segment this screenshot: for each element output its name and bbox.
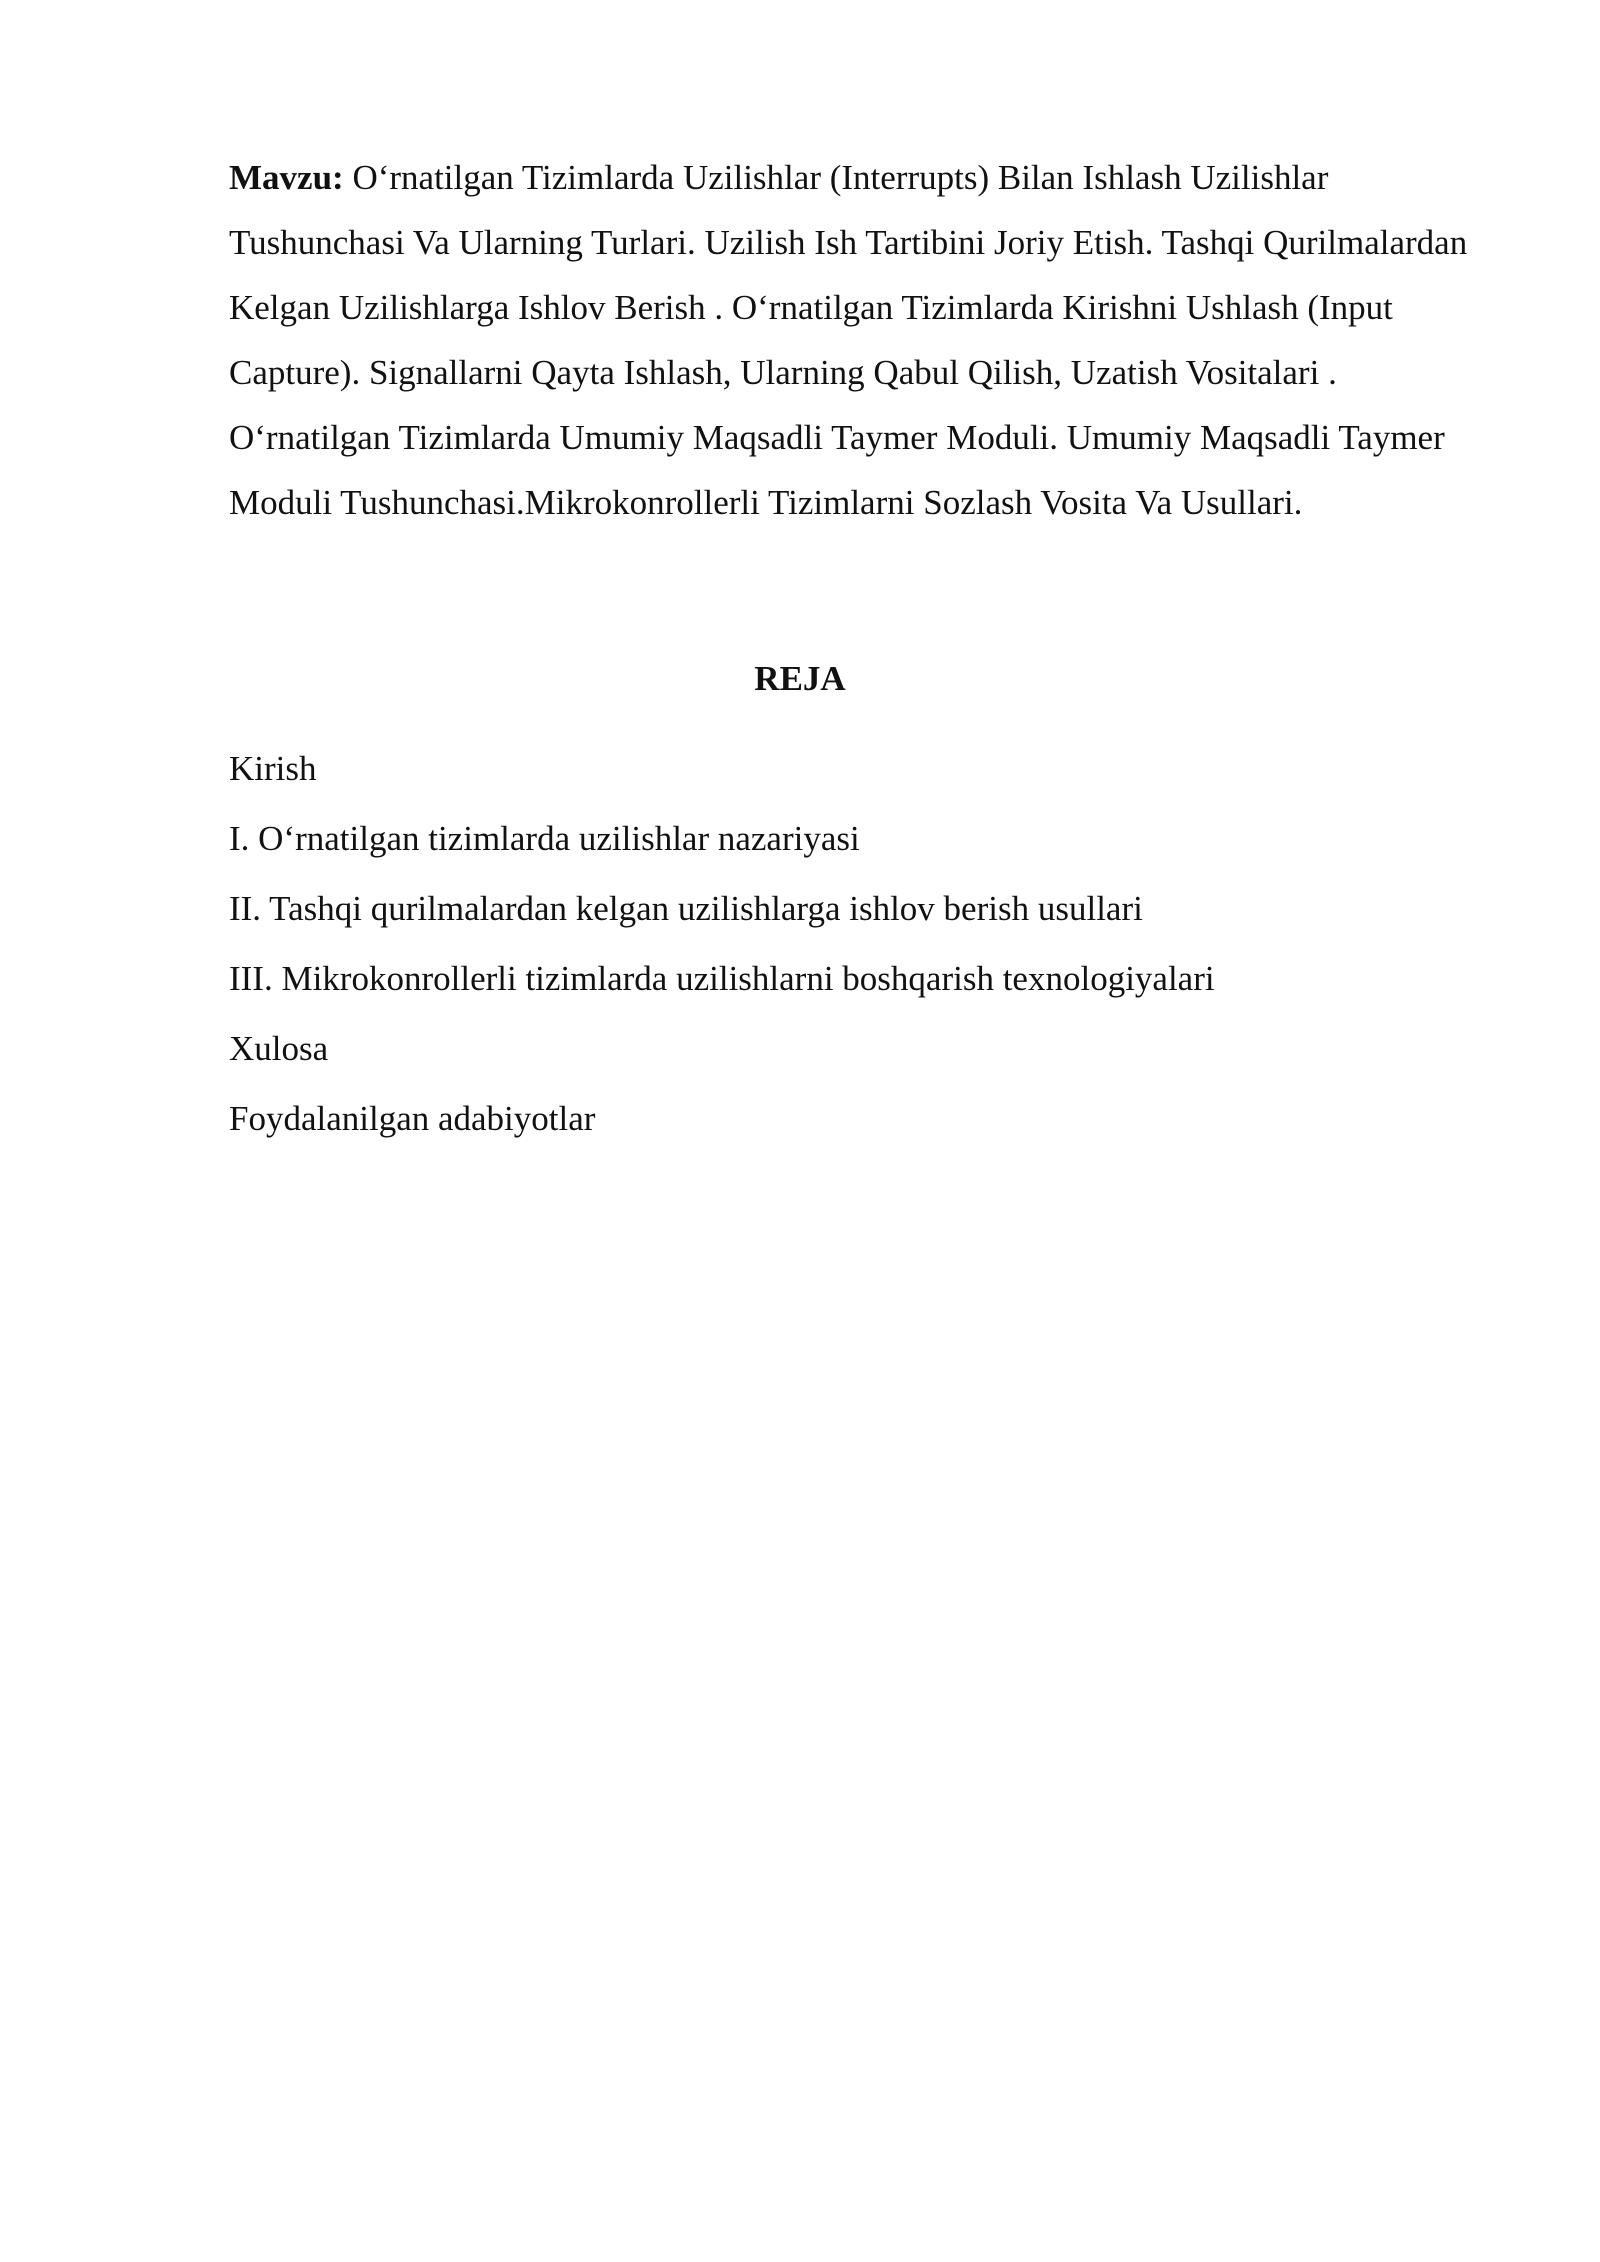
topic-text: O‘rnatilgan Tizimlarda Uzilishlar (Interrupts) Bilan Ishlash Uzilishlar Tushunchasi Va Ularning Turlari. Uzilish Ish Tartibini Joriy Etish. Tashqi Qurilmalardan Kelgan Uzilishlarga Ishlov Berish . O‘rnatilgan Tizimlarda Kirishni Ushlash (Input Capture). Signallarni Qayta Ishlash, Ularning Qabul Qilish, Uzatish Vositalari . O‘rnatilgan Tizimlarda Umumiy Maqsadli Taymer Moduli. Umumiy Maqsadli Taymer Moduli Tushunchasi.Mikrokonrollerli Tizimlarni Sozlash Vosita Va Usullari.: [229, 158, 1468, 522]
plan-item-chapter-3: III. Mikrokonrollerli tizimlarda uzilishlarni boshqarish texnologiyalari: [229, 959, 1215, 998]
plan-item-conclusion: Xulosa: [229, 1029, 329, 1068]
plan-item-introduction: Kirish: [229, 749, 317, 788]
plan-title: REJA: [754, 659, 846, 698]
topic-label: Mavzu:: [229, 158, 344, 197]
plan-item-chapter-1: I. O‘rnatilgan tizimlarda uzilishlar nazariyasi: [229, 819, 860, 858]
plan-item-chapter-2: II. Tashqi qurilmalardan kelgan uzilishlarga ishlov berish usullari: [229, 889, 1143, 928]
plan-list: [229, 744, 1215, 1164]
topic-paragraph: [229, 145, 1494, 535]
plan-item-references: Foydalanilgan adabiyotlar: [229, 1099, 596, 1138]
